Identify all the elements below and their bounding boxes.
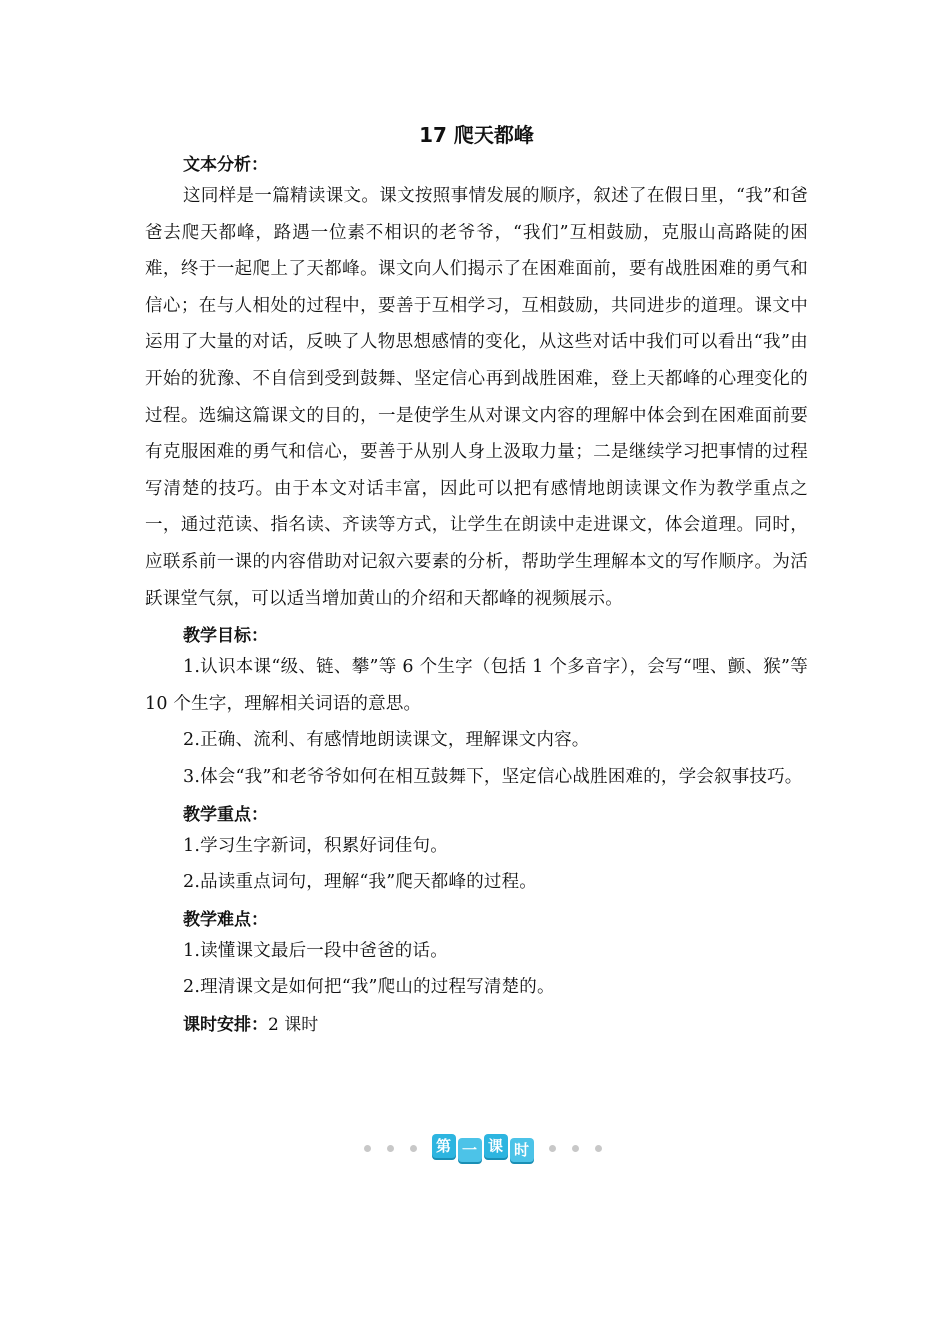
difficulties-heading: 教学难点： <box>183 909 268 930</box>
first-lesson-banner <box>350 1128 615 1168</box>
difficulty-item: 2.理清课文是如何把“我”爬山的过程写清楚的。 <box>183 977 555 998</box>
analysis-heading: 文本分析： <box>183 155 268 175</box>
decorative-dot <box>595 1145 602 1152</box>
objective-item: 2.正确、流利、有感情地朗读课文，理解课文内容。 <box>183 730 590 751</box>
key-point-item: 1.学习生字新词，积累好词佳句。 <box>183 835 448 856</box>
lesson-title: 17 爬天都峰 <box>419 123 534 147</box>
objective-item: 1.认识本课“级、链、攀”等 6 个生字（包括 1 个多音字），会写“哩、颤、猴”等 10 个生字，理解相关词语的意思。 <box>145 657 808 714</box>
schedule-line <box>145 1012 808 1038</box>
difficulty-item: 1.读懂课文最后一段中爸爸的话。 <box>183 940 448 961</box>
decorative-dot <box>387 1145 394 1152</box>
badge-char: 第 <box>432 1134 456 1158</box>
lesson-badge <box>431 1136 535 1160</box>
objective-item: 3.体会“我”和老爷爷如何在相互鼓舞下，坚定信心战胜困难的，学会叙事技巧。 <box>183 766 803 787</box>
analysis-text: 这同样是一篇精读课文。课文按照事情发展的顺序，叙述了在假日里，“我”和爸爸去爬天都峰，路遇一位素不相识的老爷爷，“我们”互相鼓励，克服山高路陡的困难，终于一起爬上了天都峰。课文向人们揭示了在困难面前，要有战胜困难的勇气和信心；在与人相处的过程中，要善于互相学习，互相鼓励，共同进步的道理。课文中运用了大量的对话，反映了人物思想感情的变化，从这些对话中我们可以看出“我”由开始的犹豫、不自信到受到鼓舞、坚定信心再到战胜困难，登上天都峰的心理变化的过程。选编这篇课文的目的，一是使学生从对课文内容的理解中体会到在困难面前要有克服困难的勇气和信心，要善于从别人身上汲取力量；二是继续学习把事情的过程写清楚的技巧。由于本文对话丰富，因此可以把有感情地朗读课文作为教学重点之一，通过范读、指名读、齐读等方式，让学生在朗读中走进课文，体会道理。同时，应联系前一课的内容借助对记叙六要素的分析，帮助学生理解本文的写作顺序。为活跃课堂气氛，可以适当增加黄山的介绍和天都峰的视频展示。 <box>145 186 808 609</box>
decorative-dot <box>364 1145 371 1152</box>
schedule-label: 课时安排： <box>183 1014 268 1035</box>
badge-char: 时 <box>510 1138 534 1162</box>
objectives-heading: 教学目标： <box>183 626 268 647</box>
key-point-item: 2.品读重点词句，理解“我”爬天都峰的过程。 <box>183 872 537 893</box>
document-page <box>145 118 808 1038</box>
decorative-dot <box>410 1145 417 1152</box>
decorative-dot <box>572 1145 579 1152</box>
decorative-dot <box>549 1145 556 1152</box>
schedule-value: 2 课时 <box>268 1014 319 1035</box>
key-points-heading: 教学重点： <box>183 804 268 825</box>
badge-char: 一 <box>458 1138 482 1162</box>
badge-char: 课 <box>484 1134 508 1158</box>
